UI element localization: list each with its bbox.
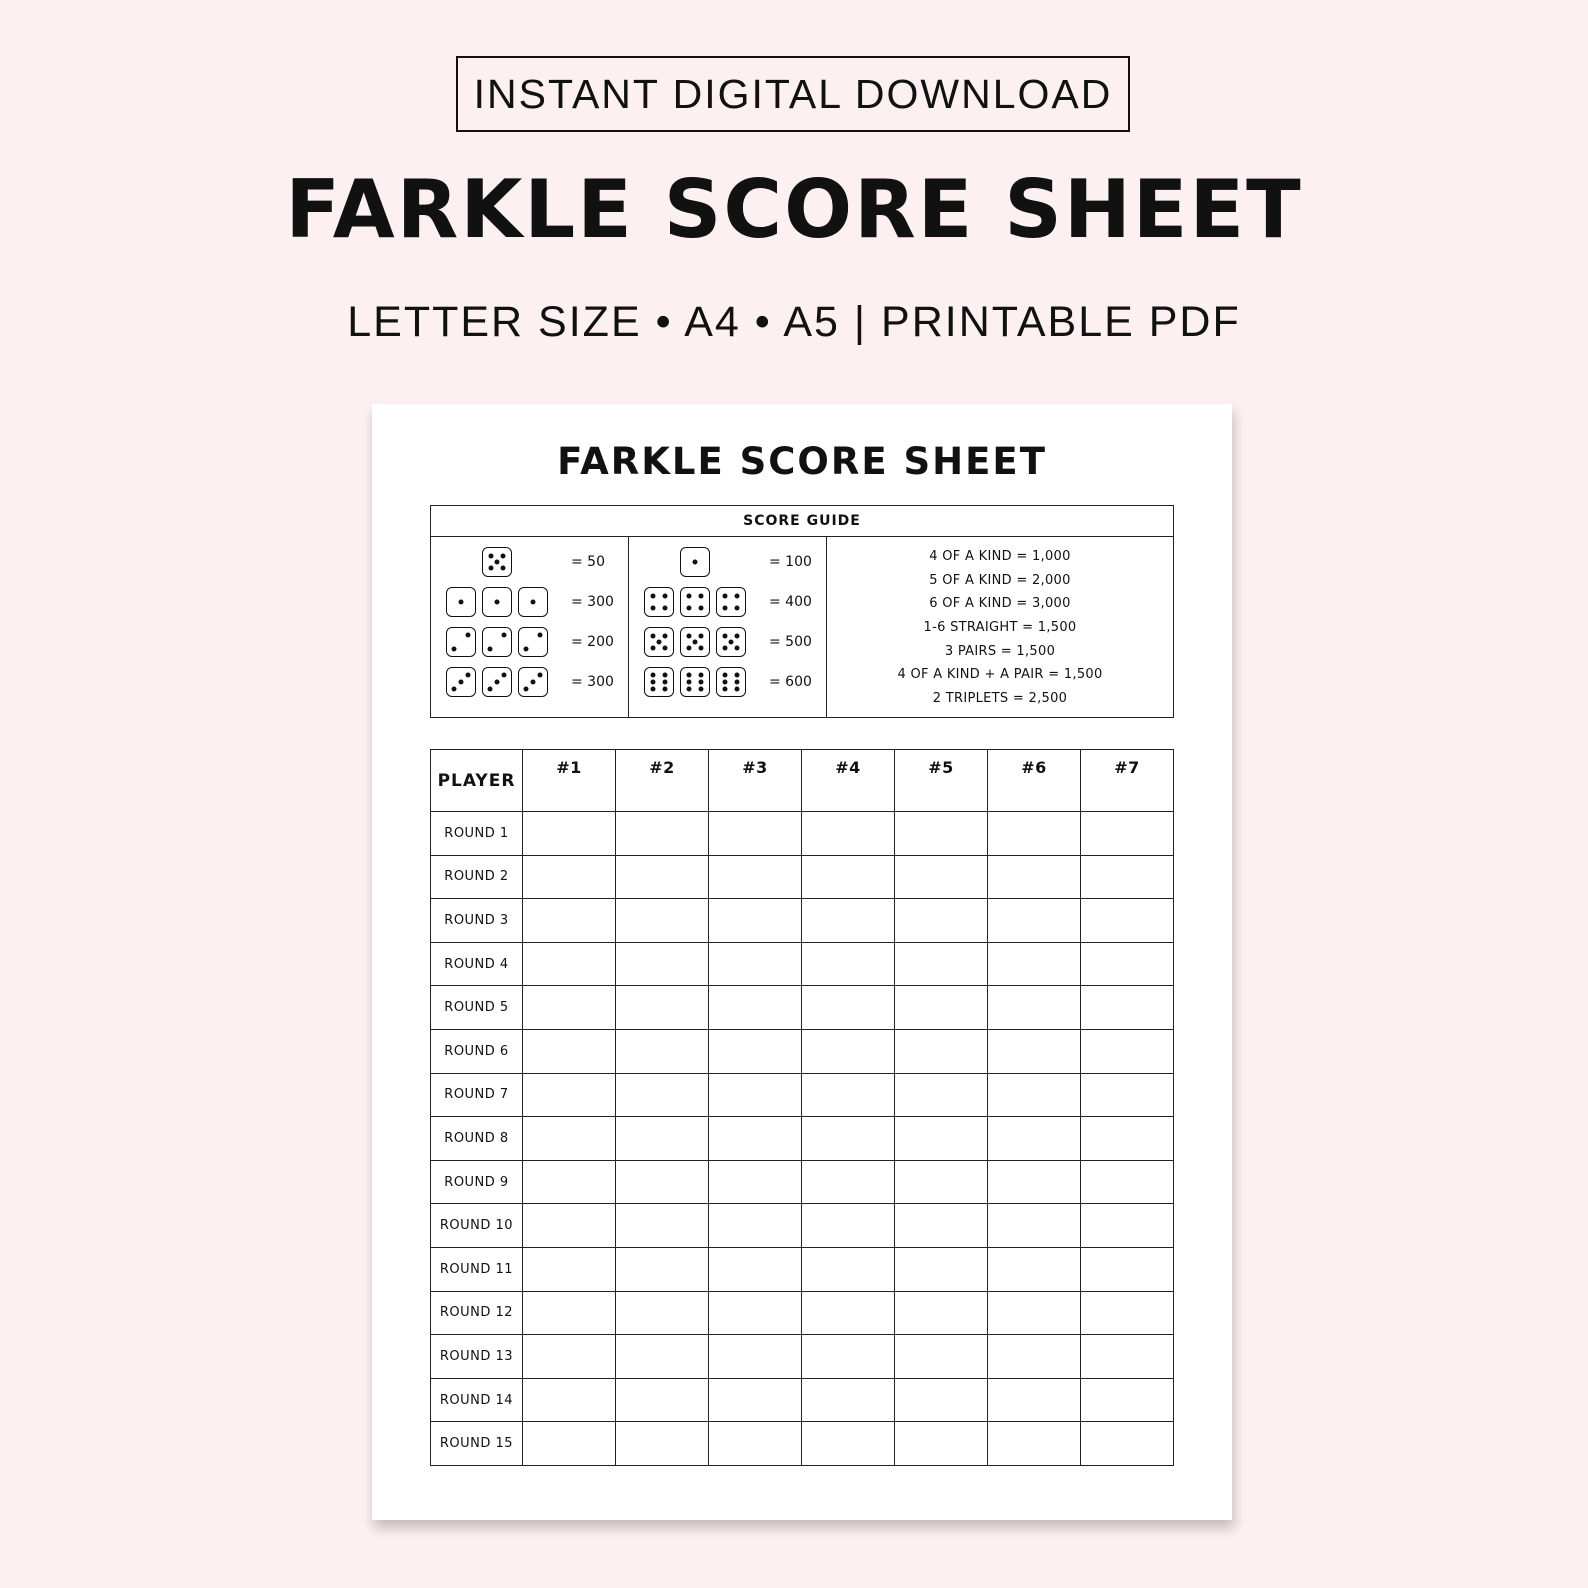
score-value: = 200 [571, 634, 614, 650]
die-face-3-icon [518, 667, 548, 697]
score-cell [895, 986, 988, 1030]
score-value: = 50 [571, 554, 605, 570]
score-table-body [431, 812, 1174, 1466]
score-guide-row [431, 626, 628, 658]
die-face-2-icon [446, 627, 476, 657]
score-cell [523, 812, 616, 856]
score-cell [1081, 855, 1174, 899]
score-value: = 600 [769, 674, 812, 690]
dice-group [629, 547, 761, 577]
score-cell [1081, 899, 1174, 943]
round-label: ROUND 1 [431, 812, 523, 856]
score-cell [709, 1291, 802, 1335]
score-cell [1081, 986, 1174, 1030]
die-face-6-icon [680, 667, 710, 697]
round-label: ROUND 6 [431, 1029, 523, 1073]
die-face-1-icon [680, 547, 710, 577]
score-cell [709, 899, 802, 943]
player-header: PLAYER [431, 750, 523, 812]
score-cell [523, 1378, 616, 1422]
round-label: ROUND 12 [431, 1291, 523, 1335]
table-row [431, 1117, 1174, 1161]
score-cell [616, 1073, 709, 1117]
die-face-3-icon [482, 667, 512, 697]
table-row [431, 1378, 1174, 1422]
score-cell [1081, 1291, 1174, 1335]
score-cell [802, 942, 895, 986]
score-guide-row [629, 546, 826, 578]
score-cell [895, 1422, 988, 1466]
round-label: ROUND 11 [431, 1247, 523, 1291]
score-table-header-row [431, 750, 1174, 812]
score-rule: 4 OF A KIND = 1,000 [929, 549, 1071, 564]
score-cell [895, 1247, 988, 1291]
score-value: = 300 [571, 594, 614, 610]
score-cell [988, 1422, 1081, 1466]
die-face-1-icon [446, 587, 476, 617]
score-cell [709, 1029, 802, 1073]
score-cell [523, 1160, 616, 1204]
dice-group [629, 667, 761, 697]
score-table [430, 749, 1174, 1466]
score-value: = 300 [571, 674, 614, 690]
score-guide-rules-column [827, 537, 1173, 717]
score-cell [802, 812, 895, 856]
die-face-4-icon [680, 587, 710, 617]
score-rule: 3 PAIRS = 1,500 [944, 643, 1056, 659]
score-cell [895, 899, 988, 943]
score-cell [523, 1422, 616, 1466]
die-face-5-icon [716, 627, 746, 657]
table-row [431, 1291, 1174, 1335]
dice-group [431, 587, 563, 617]
score-cell [895, 1204, 988, 1248]
score-cell [1081, 1378, 1174, 1422]
score-cell [709, 1117, 802, 1161]
score-rule: 6 OF A KIND = 3,000 [929, 596, 1071, 612]
score-cell [988, 942, 1081, 986]
score-rule: 1-6 STRAIGHT = 1,500 [923, 620, 1077, 636]
table-row [431, 1422, 1174, 1466]
score-cell [988, 1378, 1081, 1422]
score-cell [1081, 1073, 1174, 1117]
score-cell [802, 1160, 895, 1204]
score-cell [523, 855, 616, 899]
table-row [431, 1073, 1174, 1117]
score-cell [616, 1160, 709, 1204]
table-row [431, 1335, 1174, 1379]
score-sheet-preview [372, 404, 1232, 1520]
score-cell [616, 1335, 709, 1379]
score-cell [1081, 1247, 1174, 1291]
score-cell [709, 1204, 802, 1248]
instant-download-badge: INSTANT DIGITAL DOWNLOAD [456, 56, 1130, 132]
die-face-3-icon [446, 667, 476, 697]
round-label: ROUND 5 [431, 986, 523, 1030]
score-value: = 100 [769, 554, 812, 570]
score-cell [895, 942, 988, 986]
score-cell [988, 1160, 1081, 1204]
score-cell [616, 1378, 709, 1422]
score-cell [895, 1335, 988, 1379]
score-cell [523, 942, 616, 986]
score-cell [709, 1160, 802, 1204]
table-row [431, 942, 1174, 986]
score-cell [895, 812, 988, 856]
score-cell [616, 1247, 709, 1291]
score-cell [709, 1335, 802, 1379]
die-face-6-icon [716, 667, 746, 697]
player-column-header: #2 [616, 750, 709, 812]
score-cell [523, 899, 616, 943]
score-guide-row [629, 666, 826, 698]
score-cell [1081, 1422, 1174, 1466]
table-row [431, 1160, 1174, 1204]
score-cell [523, 1073, 616, 1117]
score-cell [709, 855, 802, 899]
dice-group [629, 587, 761, 617]
score-cell [709, 1422, 802, 1466]
table-row [431, 855, 1174, 899]
table-row [431, 986, 1174, 1030]
round-label: ROUND 8 [431, 1117, 523, 1161]
score-guide [430, 505, 1174, 718]
score-cell [1081, 1117, 1174, 1161]
score-cell [988, 1291, 1081, 1335]
die-face-4-icon [716, 587, 746, 617]
round-label: ROUND 7 [431, 1073, 523, 1117]
round-label: ROUND 4 [431, 942, 523, 986]
score-cell [1081, 1029, 1174, 1073]
table-row [431, 899, 1174, 943]
score-cell [802, 1204, 895, 1248]
page-title: FARKLE SCORE SHEET [285, 163, 1303, 256]
score-cell [988, 1073, 1081, 1117]
score-cell [616, 1204, 709, 1248]
score-value: = 400 [769, 594, 812, 610]
score-cell [802, 1117, 895, 1161]
round-label: ROUND 2 [431, 855, 523, 899]
score-cell [616, 1291, 709, 1335]
score-cell [523, 1291, 616, 1335]
score-cell [616, 942, 709, 986]
table-row [431, 812, 1174, 856]
score-cell [802, 1029, 895, 1073]
score-value: = 500 [769, 634, 812, 650]
score-cell [802, 1422, 895, 1466]
score-guide-dice-column-2 [629, 537, 827, 717]
score-cell [802, 855, 895, 899]
score-cell [1081, 942, 1174, 986]
round-label: ROUND 15 [431, 1422, 523, 1466]
score-cell [616, 812, 709, 856]
score-guide-row [431, 546, 628, 578]
score-cell [988, 1247, 1081, 1291]
score-cell [616, 1117, 709, 1161]
score-cell [616, 899, 709, 943]
score-cell [616, 1029, 709, 1073]
die-face-2-icon [482, 627, 512, 657]
die-face-5-icon [680, 627, 710, 657]
score-cell [616, 986, 709, 1030]
score-guide-heading: SCORE GUIDE [431, 506, 1173, 537]
score-cell [895, 1291, 988, 1335]
score-cell [895, 1378, 988, 1422]
round-label: ROUND 14 [431, 1378, 523, 1422]
score-cell [895, 1160, 988, 1204]
round-label: ROUND 10 [431, 1204, 523, 1248]
score-guide-body [431, 537, 1173, 717]
score-cell [1081, 812, 1174, 856]
table-row [431, 1204, 1174, 1248]
score-rule: 5 OF A KIND = 2,000 [929, 572, 1071, 588]
die-face-6-icon [644, 667, 674, 697]
score-guide-row [629, 586, 826, 618]
score-cell [709, 986, 802, 1030]
die-face-1-icon [482, 587, 512, 617]
score-cell [895, 855, 988, 899]
score-cell [802, 1291, 895, 1335]
score-cell [709, 1073, 802, 1117]
score-cell [709, 1247, 802, 1291]
sheet-title: FARKLE SCORE SHEET [557, 440, 1047, 483]
player-column-header: #3 [709, 750, 802, 812]
score-guide-row [431, 666, 628, 698]
score-cell [1081, 1160, 1174, 1204]
player-column-header: #4 [802, 750, 895, 812]
score-cell [523, 1247, 616, 1291]
dice-group [629, 627, 761, 657]
round-label: ROUND 9 [431, 1160, 523, 1204]
score-cell [709, 812, 802, 856]
die-face-4-icon [644, 587, 674, 617]
table-row [431, 1029, 1174, 1073]
player-column-header: #7 [1081, 750, 1174, 812]
score-cell [895, 1029, 988, 1073]
score-guide-dice-column-1 [431, 537, 629, 717]
round-label: ROUND 13 [431, 1335, 523, 1379]
score-cell [802, 1073, 895, 1117]
player-column-header: #5 [895, 750, 988, 812]
score-cell [709, 1378, 802, 1422]
score-rule: 4 OF A KIND + A PAIR = 1,500 [897, 667, 1103, 683]
score-cell [988, 986, 1081, 1030]
score-cell [988, 1204, 1081, 1248]
score-guide-row [431, 586, 628, 618]
dice-group [431, 667, 563, 697]
score-cell [988, 812, 1081, 856]
dice-group [431, 627, 563, 657]
score-cell [616, 855, 709, 899]
score-cell [895, 1117, 988, 1161]
score-cell [988, 855, 1081, 899]
score-cell [802, 1335, 895, 1379]
table-row [431, 1247, 1174, 1291]
score-cell [616, 1422, 709, 1466]
score-cell [988, 899, 1081, 943]
score-guide-row [629, 626, 826, 658]
round-label: ROUND 3 [431, 899, 523, 943]
score-cell [1081, 1335, 1174, 1379]
score-cell [802, 899, 895, 943]
score-cell [523, 986, 616, 1030]
score-cell [709, 942, 802, 986]
die-face-5-icon [644, 627, 674, 657]
score-cell [988, 1117, 1081, 1161]
score-cell [523, 1117, 616, 1161]
player-column-header: #6 [988, 750, 1081, 812]
die-face-5-icon [482, 547, 512, 577]
score-cell [523, 1204, 616, 1248]
score-cell [802, 1378, 895, 1422]
score-cell [988, 1029, 1081, 1073]
dice-group [431, 547, 563, 577]
die-face-1-icon [518, 587, 548, 617]
score-cell [523, 1335, 616, 1379]
score-cell [802, 986, 895, 1030]
die-face-2-icon [518, 627, 548, 657]
score-rule: 2 TRIPLETS = 2,500 [932, 691, 1068, 707]
score-cell [1081, 1204, 1174, 1248]
player-column-header: #1 [523, 750, 616, 812]
score-cell [523, 1029, 616, 1073]
score-cell [895, 1073, 988, 1117]
page-subtitle: LETTER SIZE • A4 • A5 | PRINTABLE PDF [347, 298, 1241, 346]
score-cell [802, 1247, 895, 1291]
score-cell [988, 1335, 1081, 1379]
